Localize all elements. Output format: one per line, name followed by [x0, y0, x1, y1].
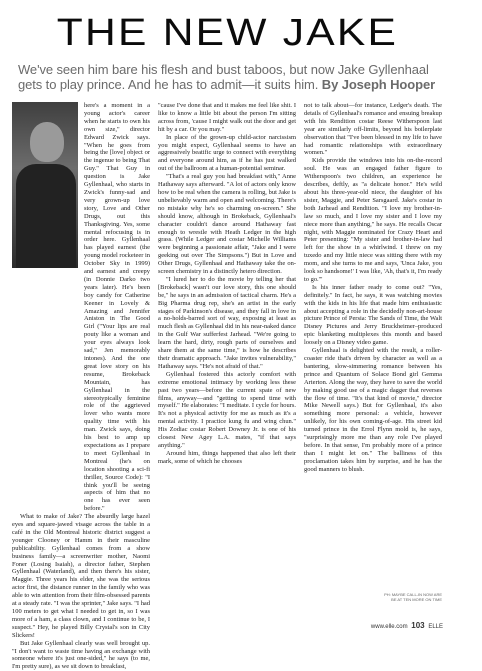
deck [18, 62, 438, 92]
byline: By Joseph Hooper [321, 77, 436, 92]
paragraph: Gyllenhaal fostered this actorly comfort with extreme emotional intimacy by working less these past two years—before the current spate of new films, anyway—and "getting to spend time with myself." He elaborates: "I meditate. I cycle for hours. It's not a physical activity for me as much as it's a mental activity. I practice kung fu and wing chun." His Zodiac costar Robert Downey Jr. is one of his closest New Agey L.A. mates, "if that says anything." [158, 370, 296, 449]
paragraph: What to make of Jake? The absurdly large hazel eyes and square-jawed visage across the table in a café in the Old Montreal historic district suggest a younger Clooney or Hamm in their masculine publicability. Gyllenhaal comes from a show business family—a screenwriter mother, Naomi Foner (Losing Isaiah), a director father, Stephen Gyllenhaal (Waterland), and then there's his sister, Maggie. Three years his elder, she was the serious actor first, the distance runner in the family who was able to win attention from their film-obsessed parents at a steady rate. "I was the sprinter," Jake says. "I had 100 meters to get what I needed to get in, so I was more of a ham, a class clown, and I continue to be, I suspect." Hey, he played Billy Crystal's son in City Slickers! [12, 513, 150, 639]
portrait-body [16, 164, 76, 268]
paragraph: In place of the grown-up child-actor narcissism you might expect, Gyllenhaal seems to have an aggressively beatific urge to connect with everything and everyone around him, as if he has just walked out of the ballroom at a human-potential seminar. [158, 133, 296, 173]
magazine-name: ELLE [428, 624, 443, 630]
portrait-face [30, 122, 64, 162]
column-3 [304, 102, 442, 588]
footer-url: www.elle.com [370, 624, 408, 630]
paragraph: Gyllenhaal is delighted with the result, a roller-coaster ride that's driven by character as well as a bantering, slow-simmering romance between his prince and Quantum of Solace Bond girl Gemma Arterton. Along the way, they have to save the world by making good use of a magic dagger that reverses the flow of time. "It's that kind of movie," director Mike Newell says.) But for Gyllenhaal, it's also something more personal: a vehicle, however unlikely, for his own coming-of-age. His street kid turned prince in the Errol Flynn mold is, he says, "surprisingly more me than any role I've played before. In that sense, I'm probably more of a prince than I might let on." The balliness of this proclamation takes him by surprise, and he has the good manners to blush. [304, 347, 442, 473]
deck-text: We've seen him bare his flesh and bust taboos, but now Jake Gyllenhaal gets to play prince. And he has to admit—it suits him. [18, 62, 429, 92]
paragraph: But Jake Gyllenhaal clearly was well brought up. "I don't want to waste time having an exchange with someone where it's just one-sided," he says (to me, I'm pretty sure), as we sit down to breakfast, [12, 639, 150, 671]
paragraph: Around him, things happened that also left their mark, some of which he chooses [158, 449, 296, 465]
paragraph: here's a moment in a young actor's career when he starts to own his own size," director Edward Zwick says. "When he goes from being the [love] object or the ingenue to being That Guy." That Guy in question is Jake Gyllenhaal, who starts in Zwick's funny-sad and very grown-up love story, Love and Other Drugs, out this Thanksgiving. Yes, some mental refocusing is in order here. Gyllenhaal has played earnest (the young model rocketeer in October Sky in 1999) and earnest and creepy (in Donnie Darko two years later). He's been boy candy for Catherine Keener in Lovely & Amazing and Jennifer Aniston in The Good Girl ("Your lips are real pouty like a woman and your eyes always look sad," Jen memorably intones). And the one great love story on his resume, Brokeback Mountain, has Gyllenhaal in the stereotypically feminine role of the aggrieved lover who wants more quality time with his man. Zwick says, doing his best to amp up expectations as I prepare to meet Gyllenhaal in Montreal (he's on location shooting a sci-fi thriller, Source Code): "I think you'll be seeing aspects of him that no one has ever seen before." [84, 102, 150, 513]
paragraph: "cause I've done that and it makes me feel like shit. I like to know a little bit about the person I'm sitting across from, 'cause I might walk out the door and get hit by a car. Or you may." [158, 102, 296, 133]
page-footer [371, 621, 443, 630]
headline: THE NEW JAKE [56, 12, 399, 54]
paragraph: "I lured her to do the movie by telling her that [Brokeback] wasn't our love story, this one should be," he says in an admission of tactical charm. He's a Big Pharma drug rep, she's an artist in the early stages of Parkinson's disease, and they fall in love in a no-holds-barred sort of way, exposing at least as much flesh as Gyllenhaal did in his near-naked dance in the Gulf War sufferfest Jarhead. "We're going to learn the hard, dirty, rough parts of ourselves and share them at the same time," is how he describes their dramatic approach. "Jake invites vulnerability," Hathaway says. "He's not afraid of that." [158, 275, 296, 370]
page-number: 103 [411, 621, 425, 630]
paragraph: "That's a real guy you had breakfast with," Anne Hathaway says afterward. "A lot of actors only know how to be real when the camera is rolling, but Jake is unbelievably warm and open and welcoming. There's no mistake why he's so charming on-screen." She should know, although in Brokeback, Gyllenhaal's character couldn't dance around Hathaway fast enough to wrestle with Heath Ledger in the high grass. (While Ledger and costar Michelle Williams were beginning a passionate affair, "Jake and I were geeking out over The Simpsons.") But in Love and Other Drugs, Gyllenhaal and Hathaway take the on-screen chemistry in a distinctly hetero direction. [158, 173, 296, 276]
jake-portrait-photo [12, 102, 78, 268]
paragraph: Kids provide the windows into his on-the-record soul. He was an engaged father figure to Witherspoon's two children, an experience he describes, deftly, as "a delicate honor." He's wild about his three-year-old niece, the daughter of his sister, Maggie, and Peter Sarsgaard. Jake's costar in both Jarhead and Rendition. "I love my brother-in-law so much, and I love my sister and I love my niece more than anything," he says. He recalls Oscar night, with Maggie nominated for Crazy Heart and Peter presenting: "My sister and brother-in-law had left for the show in a whirlwind. I threw on my tuxedo and my little niece was sitting there with my mom, and she turns to me and says, 'Unca Jake, you look so handsome!' I was like, 'Ah, that's it, I'm ready to go.'" [304, 157, 442, 283]
column-1 [12, 102, 150, 671]
photo-credit: PH: MAYBE CALL-IN NOW ARE BE AT TEN MORE ON TIME [384, 592, 442, 602]
column-2 [158, 102, 296, 588]
paragraph: Is his inner father ready to come out? "Yes, definitely." In fact, he says, it was watching movies with the kids in his life that made him enthusiastic about accepting a role in the decidedly non-art-house picture Prince of Persia: The Sands of Time, the Walt Disney Pictures and Jerry Bruckheimer–produced epic blanketing multiplexes this month and based loosely on a Disney video game. [304, 283, 442, 347]
paragraph: not to talk about—for instance, Ledger's death. The details of Gyllenhaal's romance and ensuing breakup with his Rendition costar Reese Witherspoon last year are similarly off-limits, beyond his boilerplate observation that "I've been blessed in my life to have had romantic relationships with extraordinary women." [304, 102, 442, 157]
